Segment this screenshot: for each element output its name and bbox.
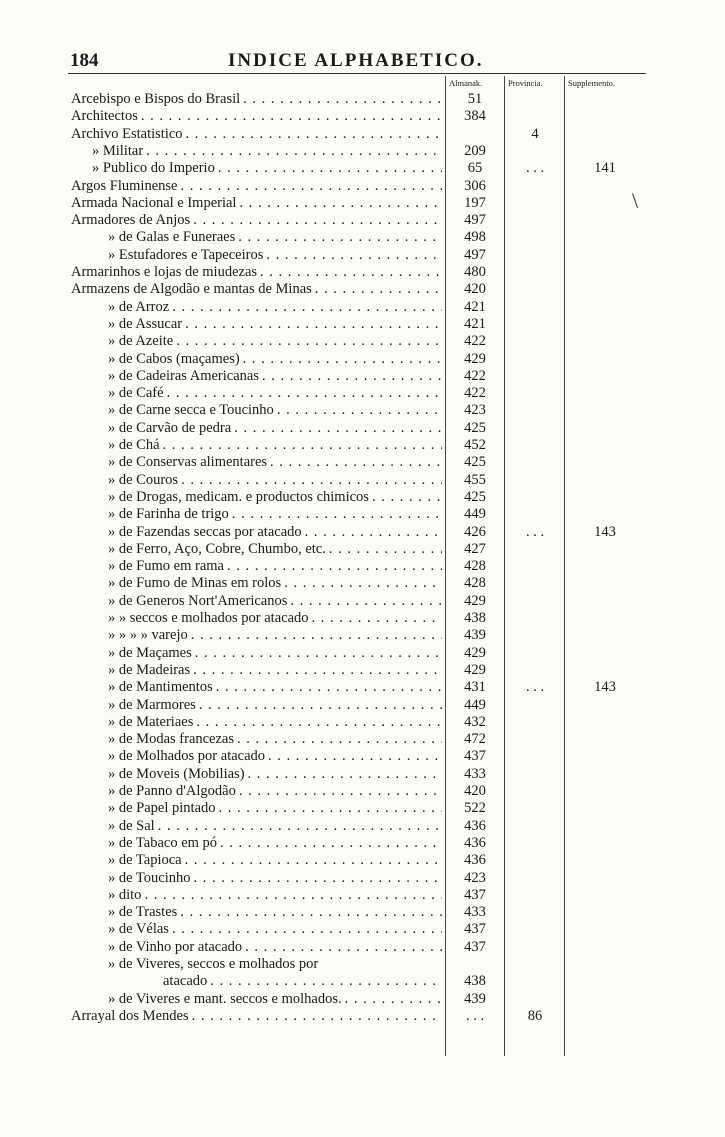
entry-label: » de Farinha de trigo bbox=[108, 506, 232, 522]
entry-label: » de Vinho por atacado bbox=[108, 939, 245, 955]
entry-almanak-page: . . . bbox=[465, 1007, 485, 1024]
entry-almanak-page: 422 bbox=[464, 385, 486, 402]
entry-label: » de Tapioca bbox=[108, 852, 185, 868]
index-entry bbox=[0, 697, 725, 714]
entry-almanak-page: 429 bbox=[464, 661, 486, 678]
entry-label: » de Maçames bbox=[108, 645, 195, 661]
entry-label: » de Cadeiras Americanas bbox=[108, 368, 262, 384]
entry-almanak-page: 472 bbox=[464, 731, 486, 748]
entry-almanak-page: 428 bbox=[464, 558, 486, 575]
index-entry bbox=[0, 178, 725, 195]
entry-label: » de Papel pintado bbox=[108, 800, 219, 816]
index-entry bbox=[0, 108, 725, 125]
index-entry bbox=[0, 904, 725, 921]
entry-label: » de Vélas bbox=[108, 921, 172, 937]
entry-almanak-page: 433 bbox=[464, 765, 486, 782]
entry-label: Armazens de Algodão e mantas de Minas bbox=[71, 281, 315, 297]
index-entry bbox=[0, 956, 725, 973]
entry-almanak-page: 422 bbox=[464, 367, 486, 384]
index-entry bbox=[0, 351, 725, 368]
entry-almanak-page: 522 bbox=[464, 800, 486, 817]
index-entry bbox=[0, 870, 725, 887]
entry-almanak-page: 437 bbox=[464, 748, 486, 765]
index-entry bbox=[0, 437, 725, 454]
entry-label: Armada Nacional e Imperial bbox=[71, 195, 239, 211]
index-entry bbox=[0, 524, 725, 541]
index-entry bbox=[0, 316, 725, 333]
entry-almanak-page: 437 bbox=[464, 886, 486, 903]
column-header-almanak: Almanak. bbox=[449, 78, 483, 88]
entry-almanak-page: 428 bbox=[464, 575, 486, 592]
index-entry bbox=[0, 160, 725, 177]
entry-almanak-page: 436 bbox=[464, 817, 486, 834]
entry-almanak-page: 51 bbox=[467, 91, 483, 107]
entry-almanak-page: 422 bbox=[464, 333, 486, 350]
entry-label: » de Fazendas seccas por atacado bbox=[108, 524, 305, 540]
index-entry bbox=[0, 299, 725, 316]
entry-label: Argos Fluminense bbox=[71, 178, 180, 194]
entry-label: » de Materiaes bbox=[108, 714, 196, 730]
entry-label: » de Tabaco em pó bbox=[108, 835, 220, 851]
entry-provincia-page: . . . bbox=[525, 160, 545, 177]
entry-almanak-page: 425 bbox=[464, 488, 486, 505]
index-entry bbox=[0, 1008, 725, 1025]
entry-label: » de Sal bbox=[108, 818, 158, 834]
entry-almanak-page: 421 bbox=[464, 315, 486, 332]
entry-almanak-page: 436 bbox=[464, 852, 486, 869]
index-entry bbox=[0, 748, 725, 765]
index-entry bbox=[0, 679, 725, 696]
index-entry bbox=[0, 247, 725, 264]
entry-almanak-page: 429 bbox=[464, 644, 486, 661]
index-entry bbox=[0, 541, 725, 558]
entry-almanak-page: 438 bbox=[464, 610, 486, 626]
entry-almanak-page: 452 bbox=[464, 437, 486, 453]
entry-label: » » » » varejo bbox=[108, 627, 191, 643]
entry-label: » de Couros bbox=[108, 472, 181, 488]
index-entry bbox=[0, 558, 725, 575]
entry-provincia-page: . . . bbox=[525, 679, 545, 696]
entry-label: » de Conservas alimentares bbox=[108, 454, 270, 470]
entry-label: Archivo Estatistico bbox=[71, 126, 186, 142]
entry-label: » Publico do Imperio bbox=[92, 160, 218, 176]
entry-label: » de Marmores bbox=[108, 697, 199, 713]
entry-almanak-page: 455 bbox=[464, 471, 486, 488]
index-entry bbox=[0, 818, 725, 835]
index-entry bbox=[0, 766, 725, 783]
entry-label: » de Panno d'Algodão bbox=[108, 783, 239, 799]
index-entry bbox=[0, 506, 725, 523]
entry-label: » de Carne secca e Toucinho bbox=[108, 402, 277, 418]
entry-almanak-page: 421 bbox=[464, 298, 486, 315]
entry-almanak-page: 498 bbox=[464, 229, 486, 246]
index-entry bbox=[0, 645, 725, 662]
header-rule bbox=[68, 73, 646, 74]
entry-label: » de Toucinho bbox=[108, 870, 193, 886]
entry-label: » de Modas francezas bbox=[108, 731, 237, 747]
entry-label: » de Carvão de pedra bbox=[108, 420, 234, 436]
entry-almanak-page: 427 bbox=[464, 540, 486, 557]
entry-almanak-page: 480 bbox=[464, 264, 486, 280]
index-entry bbox=[0, 472, 725, 489]
entry-label: » dito bbox=[108, 887, 144, 903]
entry-almanak-page: 197 bbox=[464, 194, 486, 211]
entry-label: » de Assucar bbox=[108, 316, 185, 332]
index-entry bbox=[0, 627, 725, 644]
entry-label: » de Molhados por atacado bbox=[108, 748, 268, 764]
page-number: 184 bbox=[70, 50, 99, 71]
entry-almanak-page: 65 bbox=[467, 160, 483, 177]
entry-almanak-page: 437 bbox=[464, 921, 486, 938]
entry-label: » de Viveres e mant. seccos e molhados. bbox=[108, 991, 345, 1007]
entry-supplemento-page: 141 bbox=[594, 160, 616, 177]
column-header-supplemento: Supplemento. bbox=[568, 78, 615, 88]
index-entry bbox=[0, 126, 725, 143]
entry-label: » » seccos e molhados por atacado bbox=[108, 610, 312, 626]
index-entry bbox=[0, 212, 725, 229]
entry-almanak-page: 425 bbox=[464, 419, 486, 436]
index-entry bbox=[0, 402, 725, 419]
entry-supplemento-page: 143 bbox=[594, 523, 616, 540]
entry-almanak-page: 429 bbox=[464, 350, 486, 367]
index-entry bbox=[0, 939, 725, 956]
index-entry bbox=[0, 593, 725, 610]
entry-label: » de Viveres, seccos e molhados por bbox=[108, 956, 321, 972]
index-entry bbox=[0, 783, 725, 800]
entry-almanak-page: 449 bbox=[464, 696, 486, 713]
entry-provincia-page: 4 bbox=[531, 125, 539, 142]
entry-label: » de Mantimentos bbox=[108, 679, 216, 695]
entry-almanak-page: 438 bbox=[464, 973, 486, 990]
entry-label: » de Azeite bbox=[108, 333, 176, 349]
index-entry bbox=[0, 91, 725, 108]
entry-almanak-page: 423 bbox=[464, 402, 486, 419]
entry-label: atacado bbox=[163, 973, 210, 989]
index-entry bbox=[0, 229, 725, 246]
entry-label: » de Madeiras bbox=[108, 662, 193, 678]
entry-label: » de Drogas, medicam. e productos chimicos bbox=[108, 489, 372, 505]
index-entry bbox=[0, 420, 725, 437]
entry-label: » de Moveis (Mobilias) bbox=[108, 766, 248, 782]
index-entry bbox=[0, 333, 725, 350]
entry-label: » de Fumo de Minas em rolos bbox=[108, 575, 284, 591]
entry-label: » de Generos Nort'Americanos bbox=[108, 593, 290, 609]
entry-almanak-page: 420 bbox=[464, 281, 486, 298]
entry-supplemento-page: 143 bbox=[594, 679, 616, 696]
index-entry bbox=[0, 835, 725, 852]
index-entry bbox=[0, 195, 725, 212]
entry-label: » de Cabos (maçames) bbox=[108, 351, 243, 367]
entry-label: » de Café bbox=[108, 385, 167, 401]
entry-almanak-page: 209 bbox=[464, 142, 486, 159]
index-entry bbox=[0, 662, 725, 679]
entry-almanak-page: 420 bbox=[464, 783, 486, 799]
stray-mark: \ bbox=[632, 188, 639, 213]
index-entry bbox=[0, 731, 725, 748]
entry-label: » de Arroz bbox=[108, 299, 172, 315]
entry-almanak-page: 497 bbox=[464, 246, 486, 263]
entry-label: Armadores de Anjos bbox=[71, 212, 193, 228]
entry-label: Architectos bbox=[71, 108, 141, 124]
entry-almanak-page: 429 bbox=[464, 592, 486, 609]
entry-label: » de Trastes bbox=[108, 904, 180, 920]
entry-almanak-page: 425 bbox=[464, 454, 486, 471]
entry-almanak-page: 439 bbox=[464, 990, 486, 1007]
index-entry bbox=[0, 489, 725, 506]
entry-label: » Estufadores e Tapeceiros bbox=[108, 247, 266, 263]
entry-label: » de Galas e Funeraes bbox=[108, 229, 238, 245]
entry-almanak-page: 432 bbox=[464, 713, 486, 730]
index-entry bbox=[0, 454, 725, 471]
entry-provincia-page: . . . bbox=[525, 523, 545, 540]
entry-almanak-page: 423 bbox=[464, 869, 486, 886]
column-header-provincia: Provincia. bbox=[508, 78, 543, 88]
page-title: INDICE ALPHABETICO. bbox=[228, 50, 484, 71]
index-entry bbox=[0, 385, 725, 402]
entry-almanak-page: 436 bbox=[464, 834, 486, 851]
entry-almanak-page: 497 bbox=[464, 212, 486, 229]
entry-label: Armarinhos e lojas de miudezas bbox=[71, 264, 260, 280]
entry-label: » de Chá bbox=[108, 437, 163, 453]
entry-label: » de Fumo em rama bbox=[108, 558, 227, 574]
entry-provincia-page: 86 bbox=[527, 1007, 543, 1024]
index-entry bbox=[0, 973, 725, 990]
index-entry bbox=[0, 143, 725, 160]
entry-label: » Militar bbox=[92, 143, 146, 159]
entry-almanak-page: 439 bbox=[464, 627, 486, 644]
index-entry bbox=[0, 264, 725, 281]
entry-almanak-page: 384 bbox=[464, 108, 486, 125]
index-entry bbox=[0, 887, 725, 904]
index-entry bbox=[0, 368, 725, 385]
entry-label: » de Ferro, Aço, Cobre, Chumbo, etc. bbox=[108, 541, 329, 557]
entry-almanak-page: 426 bbox=[464, 523, 486, 540]
entry-almanak-page: 449 bbox=[464, 506, 486, 523]
index-entry bbox=[0, 921, 725, 938]
entry-almanak-page: 431 bbox=[464, 679, 486, 696]
index-entry bbox=[0, 575, 725, 592]
entry-label: Arcebispo e Bispos do Brasil bbox=[71, 91, 243, 107]
index-entry bbox=[0, 281, 725, 298]
index-entry bbox=[0, 852, 725, 869]
index-entry bbox=[0, 714, 725, 731]
entry-almanak-page: 306 bbox=[464, 177, 486, 194]
index-entry bbox=[0, 800, 725, 817]
entry-almanak-page: 433 bbox=[464, 904, 486, 921]
index-entry bbox=[0, 610, 725, 627]
entry-label: Arrayal dos Mendes bbox=[71, 1008, 192, 1024]
index-entry bbox=[0, 991, 725, 1008]
entry-almanak-page: 437 bbox=[464, 938, 486, 955]
